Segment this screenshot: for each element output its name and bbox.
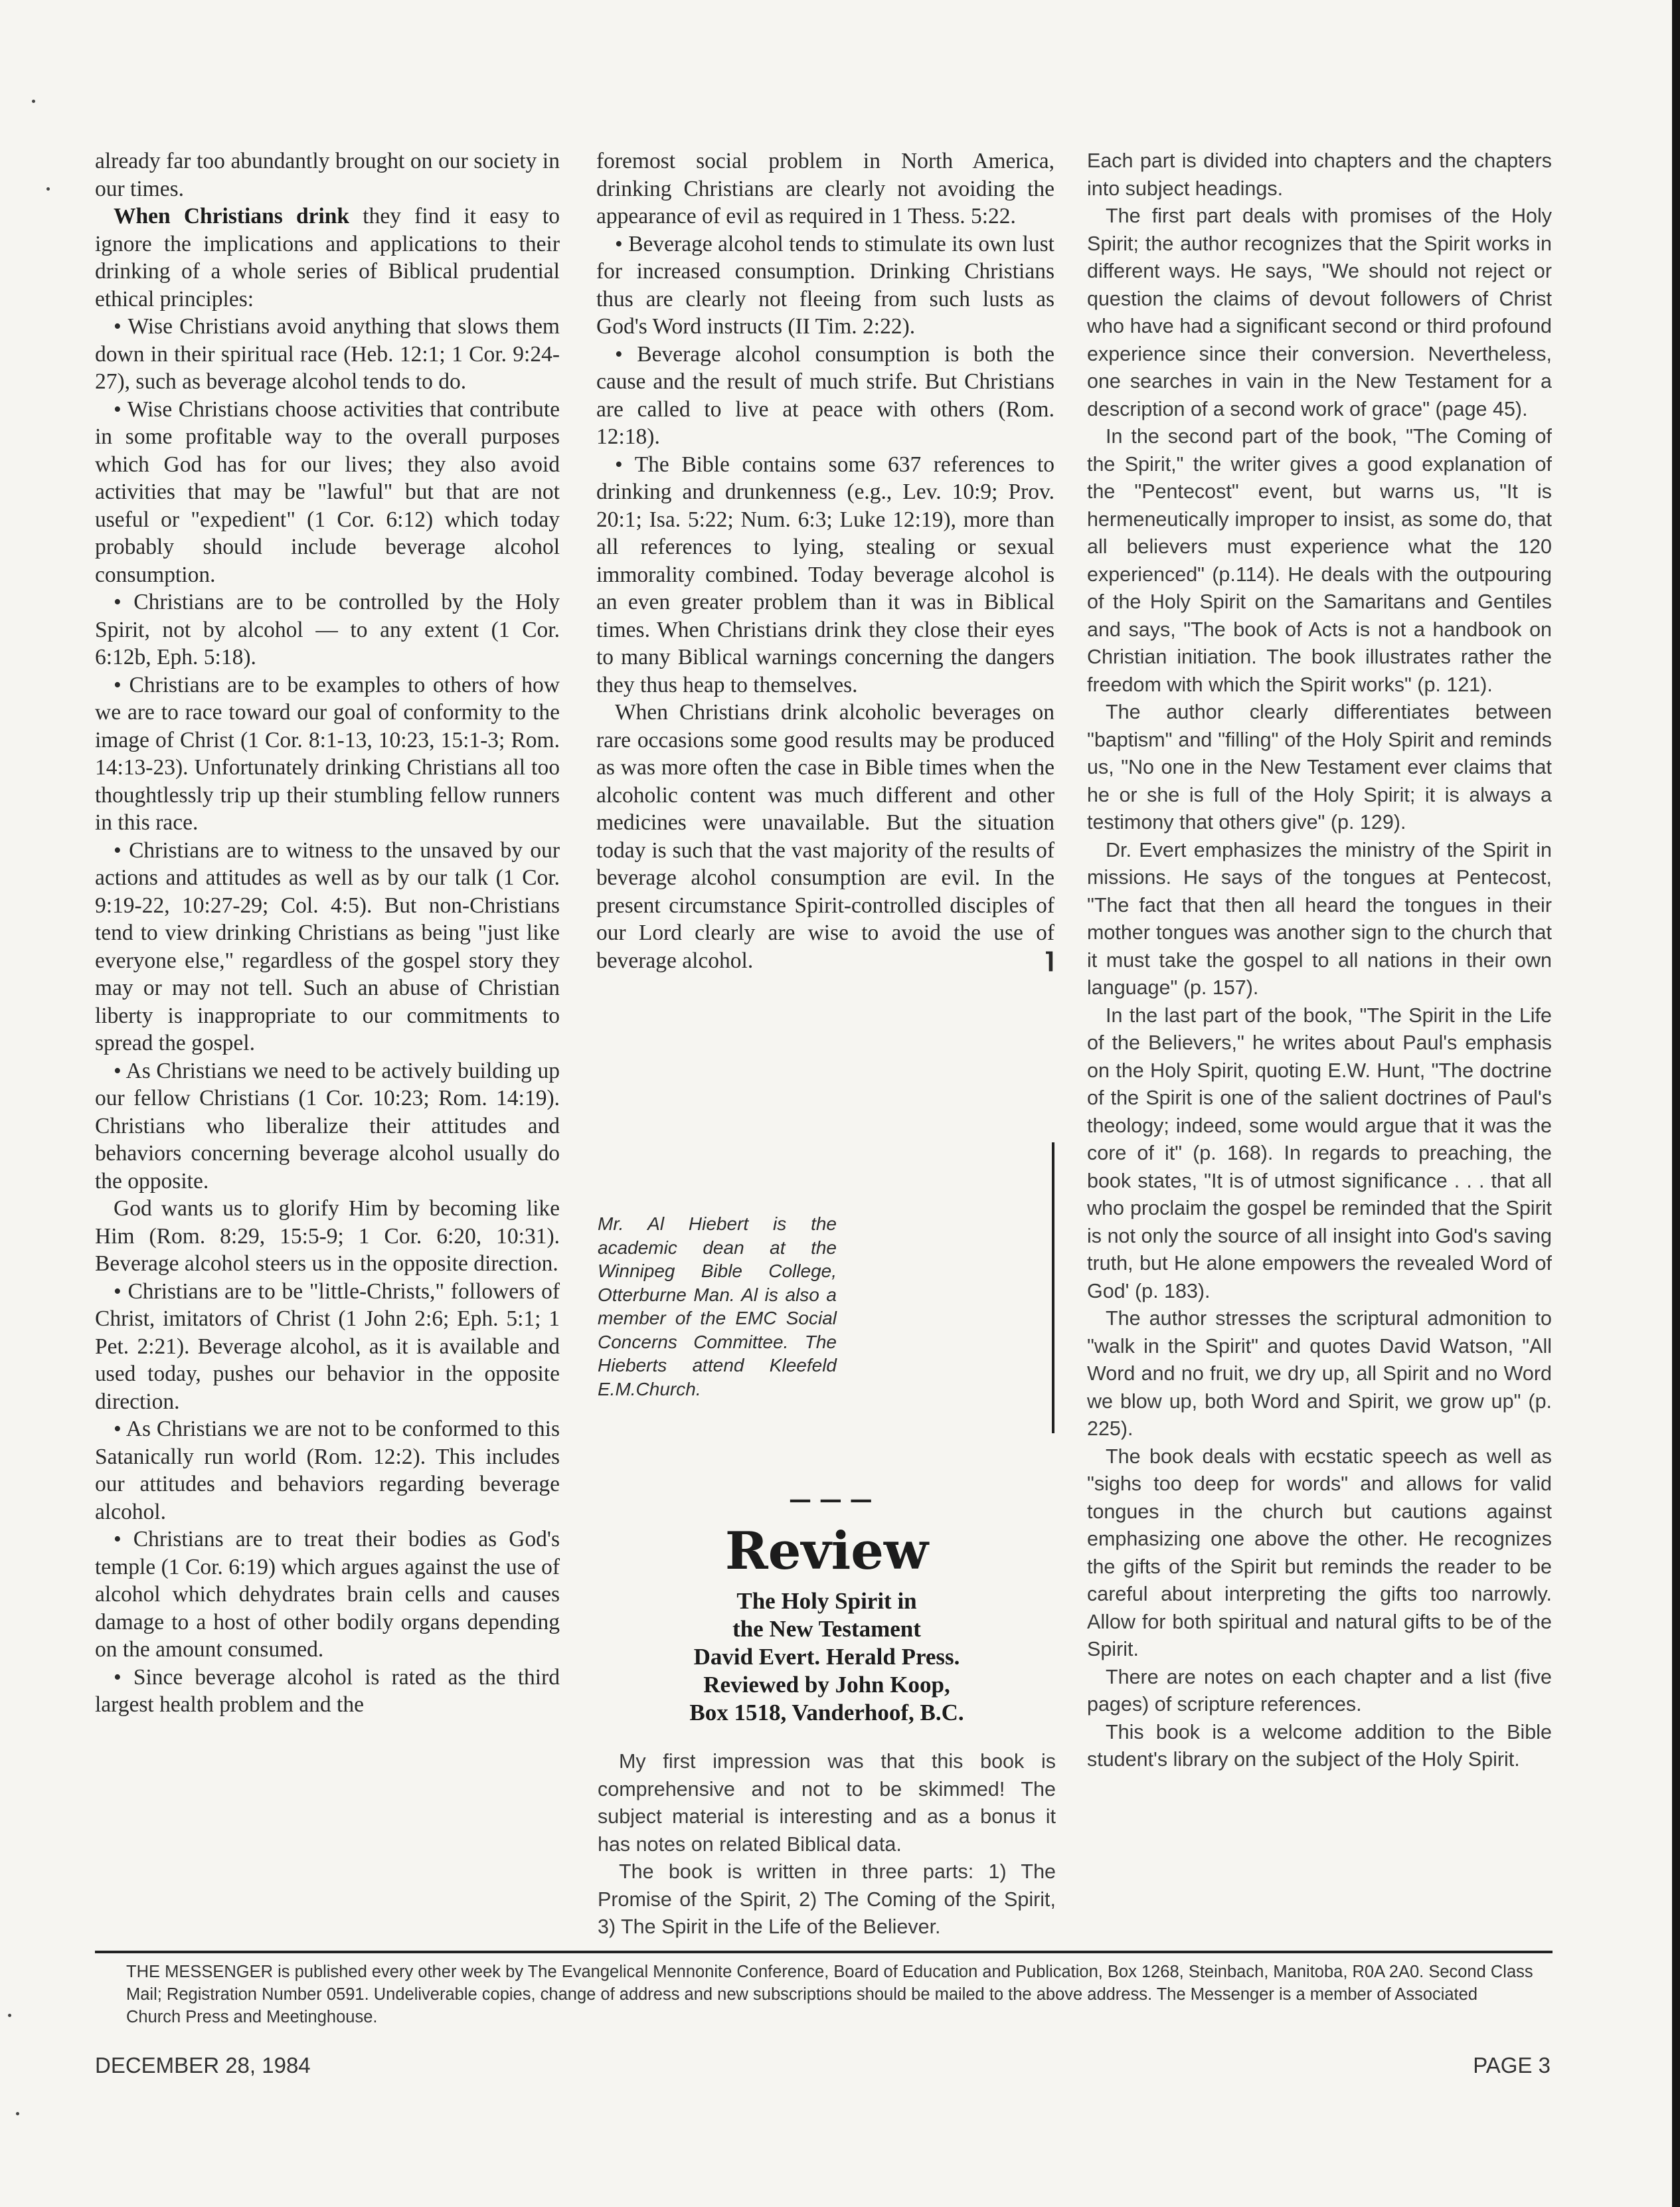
paragraph-lead-in: When Christians drink xyxy=(114,204,350,228)
reviewer-name: Reviewed by John Koop, xyxy=(703,1672,950,1698)
paragraph: The author stresses the scriptural admonition to "walk in the Spirit" and quotes David Watson, "All Word and no fruit, we dry up, all Spirit and no Word we blow up, both Word and Spirit, we grow up" (p. 225). xyxy=(1087,1307,1552,1440)
paragraph: In the second part of the book, "The Coming of the Spirit," the writer gives a good explanation of the "Pentecost" event, but warns us, "It is hermeneutically improper to insist, as some do, that all believers must experience what the 120 experienced" (p.114). He deals with the outpouring of the Holy Spirit on the Samaritans and Gentiles and says, "The book of Acts is not a handbook on Christian initiation. The book illustrates rather the freedom with which the Spirit works" (p. 121). xyxy=(1087,425,1552,696)
issue-date: DECEMBER 28, 1984 xyxy=(95,2053,311,2077)
review-dashes: — — — xyxy=(789,1486,873,1513)
article-column-2 xyxy=(596,147,1054,974)
paragraph xyxy=(95,203,560,313)
publication-colophon: THE MESSENGER is published every other week by The Evangelical Mennonite Conference, Board of Education and Publication, Box 1268, Steinbach, Manitoba, R0A 2A0. Second Class Mail; Registration Number 0591. Undeliverable copies, change of address and new subscriptions should be mailed to the above address. The Messenger is a member of Associated Church Press and Meetinghouse. xyxy=(126,1963,1533,2026)
author-bio: Mr. Al Hiebert is the academic dean at the Winnipeg Bible College, Otterburne Man. Al is also a member of the EMC Social Concerns Committee. The Hieberts attend Kleefeld E.M.Church. xyxy=(598,1213,837,1399)
paragraph-text: they find it easy to ignore the implications and applications to their drinking of a whole series of Biblical prudential ethical principles: xyxy=(95,204,560,311)
article-column-1 xyxy=(95,147,560,1719)
paragraph: already far too abundantly brought on our society in our times. xyxy=(95,149,560,201)
paragraph: Each part is divided into chapters and the chapters into subject headings. xyxy=(1087,149,1552,200)
footer-rule xyxy=(95,1951,1553,1953)
bullet-paragraph: • Wise Christians avoid anything that slows them down in their spiritual race (Heb. 12:1; 1 Cor. 9:24-27), such as beverage alcohol tends to do. xyxy=(95,314,560,394)
paragraph-text: When Christians drink alcoholic beverages on rare occasions some good results may be produced as was more often the case in Bible times when the alcoholic content was much different and other medicines were unavailable. But the situation today is such that the vast majority of the results of beverage alcohol consumption are evil. In the present circumstance Spirit-controlled disciples of our Lord clearly are wise to avoid the use of beverage alcohol. xyxy=(596,700,1054,973)
paragraph: The author clearly differentiates between "baptism" and "filling" of the Holy Spirit and reminds us, "No one in the New Testament ever claims that he or she is full of the Holy Spirit; it is always a testimony that others give" (p. 129). xyxy=(1087,701,1552,834)
scan-speck xyxy=(16,2112,19,2115)
book-title-line-1: The Holy Spirit in xyxy=(736,1588,917,1614)
bullet-paragraph: • Christians are to be controlled by the Holy Spirit, not by alcohol — to any extent (1 Cor. 6:12b, Eph. 5:18). xyxy=(95,590,560,669)
review-column-3 xyxy=(1087,147,1552,1774)
bullet-paragraph: • Beverage alcohol tends to stimulate its own lust for increased consumption. Drinking Christians thus are clearly not fleeing from such lusts as God's Word instructs (II Tim. 2:22). xyxy=(596,231,1054,339)
book-author-publisher: David Evert. Herald Press. xyxy=(693,1644,960,1670)
review-body xyxy=(598,1748,1056,1941)
bullet-paragraph: • The Bible contains some 637 references to drinking and drunkenness (e.g., Lev. 10:9; Prov. 20:1; Isa. 5:22; Num. 6:3; Luke 12:19), more than all references to lying, stealing or sexual immorality combined. Today beverage alcohol is an even greater problem than it was in Biblical times. When Christians drink they close their eyes to many Biblical warnings concerning the dangers they thus heap to themselves. xyxy=(596,452,1054,697)
paragraph: The book is written in three parts: 1) The Promise of the Spirit, 2) The Coming of the Spirit, 3) The Spirit in the Life of the Believer. xyxy=(598,1860,1056,1938)
paragraph: There are notes on each chapter and a list (five pages) of scripture references. xyxy=(1087,1665,1552,1716)
bullet-paragraph: • As Christians we are not to be conformed to this Satanically run world (Rom. 12:2). This includes our attitudes and behaviors regarding beverage alcohol. xyxy=(95,1417,560,1524)
bullet-paragraph: • Christians are to be "little-Christs," followers of Christ, imitators of Christ (1 John 2:6; Eph. 5:1; 1 Pet. 2:21). Beverage alcohol, as it is available and used today, pushes our behavior in the opposite direction. xyxy=(95,1279,560,1414)
paragraph: In the last part of the book, "The Spirit in the Life of the Believers," he writes about Paul's emphasis on the Holy Spirit, quoting E.W. Hunt, "The doctrine of the Spirit is one of the salient doctrines of Paul's theology; indeed, some would argue that it was the core of it" (p. 168). In regards to preaching, the book states, "It is of utmost significance . . . that all who proclaim the gospel be reminded that the Spirit is not only the source of all insight into God's saving truth, but He alone empowers the revealed Word of God' (p. 183). xyxy=(1087,1004,1552,1302)
reviewer-address: Box 1518, Vanderhoof, B.C. xyxy=(689,1700,964,1725)
end-of-article-mark: ⌉ xyxy=(1044,947,1054,974)
scan-speck xyxy=(32,100,35,103)
bullet-paragraph: • Beverage alcohol consumption is both the cause and the result of much strife. But Christians are called to live at peace with others (Rom. 12:18). xyxy=(596,341,1054,449)
scan-speck xyxy=(46,187,50,191)
bullet-paragraph: • Wise Christians choose activities that contribute in some profitable way to the overall purposes which God has for our lives; they also avoid activities that may be "lawful" but that are not useful or "expedient" (1 Cor. 6:12) which today probably should include beverage alcohol consumption. xyxy=(95,397,560,587)
scan-speck xyxy=(8,2014,11,2017)
paragraph: My first impression was that this book is comprehensive and not to be skimmed! The subject material is interesting and as a bonus it has notes on related Biblical data. xyxy=(598,1750,1056,1856)
book-title-line-2: the New Testament xyxy=(732,1616,921,1642)
paragraph: This book is a welcome addition to the Bible student's library on the subject of the Holy Spirit. xyxy=(1087,1720,1552,1771)
review-book-info xyxy=(598,1587,1056,1727)
bullet-paragraph: • Christians are to treat their bodies as God's temple (1 Cor. 6:19) which argues against the use of alcohol which dehydrates brain cells and causes damage to a host of other bodily organs depending on the amount consumed. xyxy=(95,1527,560,1662)
bullet-paragraph: • Christians are to witness to the unsaved by our actions and attitudes as well as by our talk (1 Cor. 9:19-22, 10:27-29; Col. 4:5). But non-Christians tend to view drinking Christians as being "just like everyone else," regardless of the gospel story they may or may not tell. Such an abuse of Christian liberty is inappropriate to our commitments to spread the gospel. xyxy=(95,838,560,1055)
page-number: PAGE 3 xyxy=(1473,2053,1551,2077)
paragraph xyxy=(596,699,1054,974)
page-edge xyxy=(1672,0,1680,2207)
vertical-rule xyxy=(1052,1142,1054,1433)
paragraph: foremost social problem in North America, drinking Christians are clearly not avoiding the appearance of evil as required in 1 Thess. 5:22. xyxy=(596,149,1054,228)
bullet-paragraph: • Since beverage alcohol is rated as the third largest health problem and the xyxy=(95,1664,560,1717)
paragraph: God wants us to glorify Him by becoming like Him (Rom. 8:29, 15:5-9; 1 Cor. 6:20, 10:31). Beverage alcohol steers us in the opposite direction. xyxy=(95,1196,560,1276)
bullet-paragraph: • Christians are to be examples to others of how we are to race toward our goal of conformity to the image of Christ (1 Cor. 8:1-13, 10:23, 15:1-3; Rom. 14:13-23). Unfortunately drinking Christians all too thoughtlessly trip up their stumbling fellow runners in this race. xyxy=(95,672,560,835)
paragraph: The first part deals with promises of the Holy Spirit; the author recognizes that the Spirit works in different ways. He says, "We should not reject or question the claims of devout followers of Christ who have had a significant second or third profound experience since their conversion. Nevertheless, one searches in vain in the New Testament for a description of a second work of grace" (page 45). xyxy=(1087,205,1552,420)
paragraph: Dr. Evert emphasizes the ministry of the Spirit in missions. He says of the tongues at Pentecost, "The fact that then all heard the tongues in their mother tongues was another sign to the church that it must take the gospel to all nations in their own language" (p. 157). xyxy=(1087,838,1552,999)
bullet-paragraph: • As Christians we need to be actively building up our fellow Christians (1 Cor. 10:23; Rom. 14:19). Christians who liberalize their attitudes and behaviors concerning beverage alcohol usually do the opposite. xyxy=(95,1058,560,1193)
paragraph: The book deals with ecstatic speech as well as "sighs too deep for words" and allows for valid tongues in the church but cautions against emphasizing one above the other. He recognizes the gifts of the Spirit but reminds the reader to be careful about interpreting the gifts too narrowly. Allow for both spiritual and natural gifts to be of the Spirit. xyxy=(1087,1445,1552,1660)
review-heading: Review xyxy=(724,1521,929,1581)
